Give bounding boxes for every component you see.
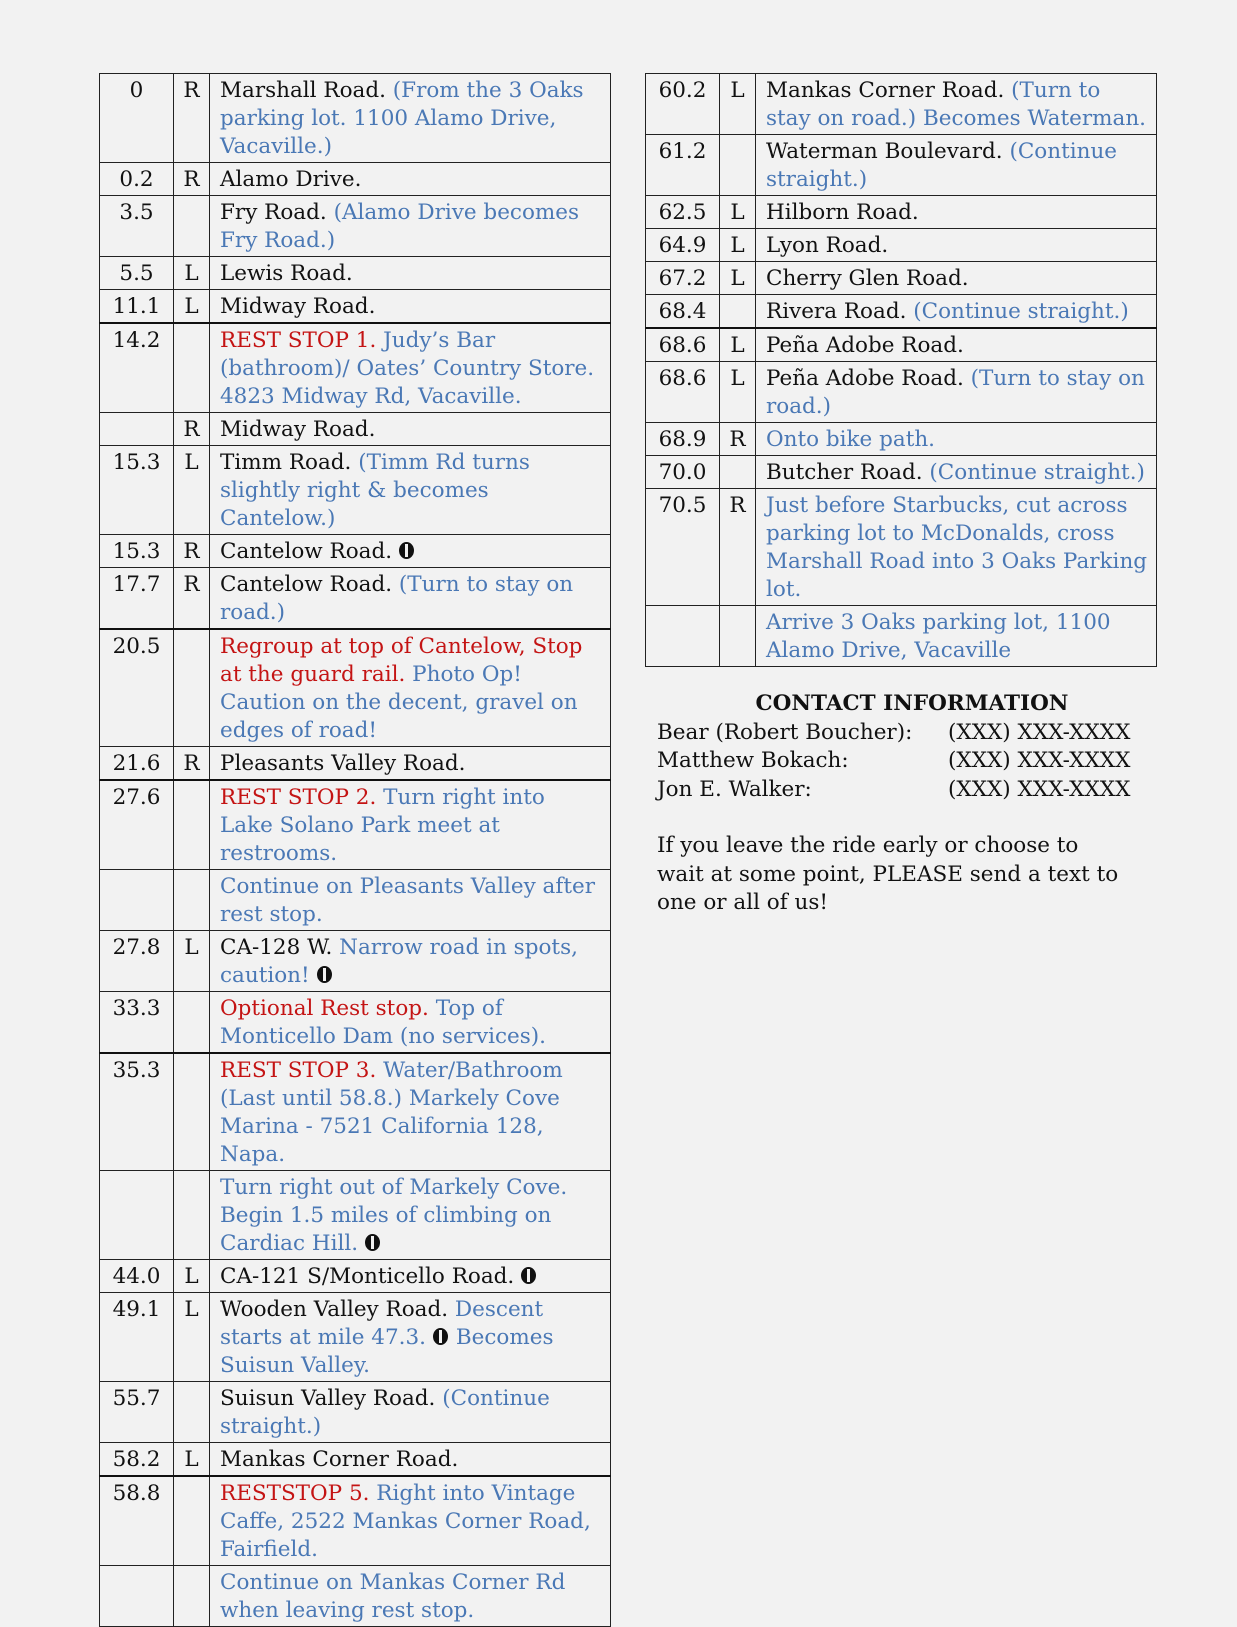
cue-row [100, 535, 611, 568]
cue-direction [174, 1171, 210, 1260]
cue-description [210, 74, 611, 163]
cue-description [210, 568, 611, 630]
cue-description [210, 1476, 611, 1566]
cue-row [100, 780, 611, 870]
cue-row [646, 196, 1157, 229]
cue-mile: 70.0 [646, 456, 720, 489]
cue-mile: 49.1 [100, 1293, 174, 1382]
cue-row [100, 1171, 611, 1260]
cue-direction [174, 1476, 210, 1566]
cue-row [100, 1293, 611, 1382]
cue-text: Cantelow Road. [220, 572, 399, 597]
cue-sheet-right [645, 73, 1157, 667]
cue-description [756, 229, 1157, 262]
cue-text: (Continue straight.) [220, 1386, 550, 1439]
cue-mile [100, 413, 174, 446]
cue-description [210, 323, 611, 413]
cue-description [210, 1293, 611, 1382]
cue-description [756, 456, 1157, 489]
cue-row [100, 413, 611, 446]
cue-text: Cantelow Road. [220, 539, 393, 564]
cue-row [100, 257, 611, 290]
cue-text: Midway Road. [220, 294, 376, 319]
cue-text: Peña Adobe Road. [766, 366, 971, 391]
cue-mile: 15.3 [100, 535, 174, 568]
cue-direction [174, 780, 210, 870]
cue-text: Water/Bathroom (Last until 58.8.) Markely Cove Marina - 7521 California 128, Napa. [220, 1058, 563, 1167]
cue-row [100, 74, 611, 163]
cue-description [210, 257, 611, 290]
cue-mile: 27.8 [100, 931, 174, 992]
cue-text: Rivera Road. [766, 299, 914, 324]
cue-description [210, 535, 611, 568]
cue-text: Hilborn Road. [766, 200, 919, 225]
cue-mile [100, 870, 174, 931]
cue-direction: R [174, 568, 210, 630]
contact-phone: (XXX) XXX-XXXX [948, 719, 1131, 745]
cue-mile: 5.5 [100, 257, 174, 290]
cue-row [646, 229, 1157, 262]
cue-direction: L [174, 1443, 210, 1477]
cue-description [210, 870, 611, 931]
contact-note: If you leave the ride early or choose to wait at some point, PLEASE send a text to one or all of us! [657, 833, 1119, 915]
cue-mile: 68.9 [646, 423, 720, 456]
cue-mile: 0 [100, 74, 174, 163]
cue-row [646, 423, 1157, 456]
cue-text: (Continue straight.) [766, 139, 1118, 192]
cue-description [756, 423, 1157, 456]
cue-text: Photo Op! Caution on the decent, gravel on edges of road! [220, 662, 578, 743]
cue-direction: R [720, 423, 756, 456]
cue-mile: 20.5 [100, 629, 174, 747]
cue-direction: R [174, 74, 210, 163]
cue-direction [720, 135, 756, 196]
cue-text: Just before Starbucks, cut across parking lot to McDonalds, cross Marshall Road into 3 Oaks Parking lot. [766, 493, 1148, 602]
cue-text: Marshall Road. [220, 78, 393, 103]
cue-mile: 35.3 [100, 1053, 174, 1171]
cue-text: (Turn to stay on road.) [220, 572, 574, 625]
cue-mile: 0.2 [100, 163, 174, 196]
cue-row [100, 196, 611, 257]
contact-row [657, 776, 1137, 805]
cue-direction: R [174, 535, 210, 568]
cue-description [210, 1171, 611, 1260]
cue-direction: L [174, 1293, 210, 1382]
cue-row [646, 295, 1157, 329]
cue-text: Continue on Mankas Corner Rd when leaving rest stop. [220, 1570, 566, 1623]
caution-icon [316, 965, 333, 984]
cue-sheet-left [99, 73, 611, 1627]
cue-row [646, 489, 1157, 606]
cue-direction [174, 1566, 210, 1627]
cue-text: Lyon Road. [766, 233, 889, 258]
cue-text: Peña Adobe Road. [766, 333, 964, 358]
cue-mile [100, 1566, 174, 1627]
contact-name: Matthew Bokach: [657, 748, 849, 773]
cue-text: CA-121 S/Monticello Road. [220, 1264, 515, 1289]
cue-direction: R [174, 163, 210, 196]
cue-description [756, 74, 1157, 135]
cue-direction: L [174, 446, 210, 535]
cue-text: Alamo Drive. [220, 167, 362, 192]
cue-row [100, 1053, 611, 1171]
cue-text: (Turn to stay on road.) [766, 366, 1145, 419]
cue-direction: R [174, 413, 210, 446]
cue-text: Continue on Pleasants Valley after rest stop. [220, 874, 595, 927]
cue-description [210, 446, 611, 535]
cue-text: Becomes Suisun Valley. [220, 1325, 554, 1378]
cue-description [756, 606, 1157, 667]
cue-mile: 3.5 [100, 196, 174, 257]
cue-direction [174, 992, 210, 1054]
cue-row [100, 1260, 611, 1293]
cue-text: (Continue straight.) [929, 460, 1145, 485]
cue-description [210, 780, 611, 870]
cue-description [210, 196, 611, 257]
cue-direction [720, 295, 756, 329]
cue-direction: R [174, 747, 210, 781]
cue-text: Judy’s Bar (bathroom)/ Oates’ Country Store. 4823 Midway Rd, Vacaville. [220, 328, 595, 409]
cue-row [646, 456, 1157, 489]
cue-row [100, 568, 611, 630]
cue-text: Lewis Road. [220, 261, 353, 286]
cue-mile: 44.0 [100, 1260, 174, 1293]
cue-text: Cherry Glen Road. [766, 266, 969, 291]
cue-direction [174, 1053, 210, 1171]
cue-row [100, 629, 611, 747]
cue-row [646, 328, 1157, 362]
cue-mile: 68.6 [646, 362, 720, 423]
cue-row [100, 1566, 611, 1627]
cue-mile: 68.4 [646, 295, 720, 329]
cue-description [756, 328, 1157, 362]
cue-mile: 17.7 [100, 568, 174, 630]
cue-text: Suisun Valley Road. [220, 1386, 443, 1411]
cue-text: Narrow road in spots, caution! [220, 935, 578, 988]
contact-section [657, 690, 1137, 918]
cue-text: CA-128 W. [220, 935, 340, 960]
cue-description [210, 163, 611, 196]
cue-description [756, 196, 1157, 229]
cue-text: (From the 3 Oaks parking lot. 1100 Alamo Drive, Vacaville.) [220, 78, 584, 159]
cue-row [646, 262, 1157, 295]
cue-description [210, 747, 611, 781]
cue-direction: L [174, 931, 210, 992]
cue-text: (Continue straight.) [913, 299, 1129, 324]
cue-text: Turn right out of Markely Cove. Begin 1.5 miles of climbing on Cardiac Hill. [220, 1175, 568, 1256]
cue-direction: R [720, 489, 756, 606]
cue-text: (Timm Rd turns slightly right & becomes Cantelow.) [220, 450, 530, 531]
caution-icon [432, 1327, 449, 1346]
cue-description [210, 1260, 611, 1293]
cue-mile: 15.3 [100, 446, 174, 535]
cue-direction [720, 606, 756, 667]
cue-description [210, 1443, 611, 1477]
cue-direction [174, 629, 210, 747]
cue-text: Mankas Corner Road. [220, 1447, 459, 1472]
cue-description [210, 992, 611, 1054]
cue-text: Arrive 3 Oaks parking lot, 1100 Alamo Drive, Vacaville [766, 610, 1111, 663]
cue-description [210, 1053, 611, 1171]
contact-name: Jon E. Walker: [657, 776, 812, 802]
cue-mile: 11.1 [100, 290, 174, 324]
cue-description [210, 629, 611, 747]
cue-row [100, 747, 611, 781]
cue-mile: 68.6 [646, 328, 720, 362]
cue-text: Fry Road. [220, 200, 334, 225]
cue-description [756, 489, 1157, 606]
cue-description [210, 1382, 611, 1443]
cue-row [646, 74, 1157, 135]
cue-text: REST STOP 3. [220, 1058, 384, 1083]
cue-mile: 33.3 [100, 992, 174, 1054]
cue-row [646, 362, 1157, 423]
cue-text: Turn right into Lake Solano Park meet at restrooms. [220, 785, 545, 866]
cue-mile: 14.2 [100, 323, 174, 413]
cue-row [100, 323, 611, 413]
cue-row [100, 1476, 611, 1566]
cue-mile: 60.2 [646, 74, 720, 135]
cue-row [100, 446, 611, 535]
cue-mile: 27.6 [100, 780, 174, 870]
contact-title: CONTACT INFORMATION [755, 691, 1069, 716]
cue-description [756, 362, 1157, 423]
caution-icon [398, 541, 415, 560]
cue-description [210, 413, 611, 446]
cue-mile: 64.9 [646, 229, 720, 262]
cue-mile: 58.2 [100, 1443, 174, 1477]
cue-row [100, 992, 611, 1054]
cue-description [210, 290, 611, 324]
cue-text: Optional Rest stop. [220, 996, 436, 1021]
cue-text: Waterman Boulevard. [766, 139, 1010, 164]
cue-text: (Alamo Drive becomes Fry Road.) [220, 200, 580, 253]
cue-direction: L [720, 74, 756, 135]
cue-text: Pleasants Valley Road. [220, 751, 466, 776]
cue-text: Midway Road. [220, 417, 376, 442]
cue-mile: 70.5 [646, 489, 720, 606]
cue-mile: 55.7 [100, 1382, 174, 1443]
cue-direction [174, 323, 210, 413]
cue-direction: L [720, 328, 756, 362]
cue-body-right [646, 74, 1157, 667]
cue-text: Mankas Corner Road. [766, 78, 1012, 103]
cue-text: Butcher Road. [766, 460, 930, 485]
contact-name: Bear (Robert Boucher): [657, 719, 913, 745]
cue-row [646, 135, 1157, 196]
cue-description [756, 262, 1157, 295]
cue-direction: L [720, 196, 756, 229]
contact-row [657, 747, 1137, 776]
cue-text: (Turn to stay on road.) Becomes Waterman. [766, 78, 1147, 131]
cue-direction: L [174, 257, 210, 290]
cue-description [756, 295, 1157, 329]
contact-row [657, 719, 1137, 748]
cue-row [100, 163, 611, 196]
cue-direction: L [720, 262, 756, 295]
cue-mile: 62.5 [646, 196, 720, 229]
cue-direction [174, 196, 210, 257]
cue-mile: 61.2 [646, 135, 720, 196]
cue-body-left [100, 74, 611, 1627]
cue-direction [720, 456, 756, 489]
cue-direction [174, 1382, 210, 1443]
cue-direction: L [720, 229, 756, 262]
cue-text: Descent starts at mile 47.3. [220, 1297, 544, 1350]
cue-text: Timm Road. [220, 450, 359, 475]
caution-icon [364, 1233, 381, 1252]
cue-mile [100, 1171, 174, 1260]
cue-direction: L [174, 1260, 210, 1293]
cue-text: RESTSTOP 5. [220, 1481, 377, 1506]
cue-description [210, 1566, 611, 1627]
cue-text: Onto bike path. [766, 427, 936, 452]
cue-text: Regroup at top of Cantelow, Stop at the guard rail. [220, 634, 583, 687]
cue-text: Right into Vintage Caffe, 2522 Mankas Corner Road, Fairfield. [220, 1481, 591, 1562]
cue-mile: 67.2 [646, 262, 720, 295]
cue-text: REST STOP 2. [220, 785, 384, 810]
cue-direction: L [720, 362, 756, 423]
cue-row [100, 1443, 611, 1477]
cue-direction [174, 870, 210, 931]
cue-row [100, 931, 611, 992]
contact-phone: (XXX) XXX-XXXX [948, 748, 1131, 773]
cue-description [210, 931, 611, 992]
cue-mile: 21.6 [100, 747, 174, 781]
contact-phone: (XXX) XXX-XXXX [948, 776, 1131, 802]
cue-row [100, 870, 611, 931]
cue-row [100, 1382, 611, 1443]
caution-icon [520, 1266, 537, 1285]
cue-text: REST STOP 1. [220, 328, 384, 353]
cue-description [756, 135, 1157, 196]
cue-row [646, 606, 1157, 667]
cue-direction: L [174, 290, 210, 324]
cue-mile [646, 606, 720, 667]
cue-row [100, 290, 611, 324]
cue-mile: 58.8 [100, 1476, 174, 1566]
cue-text: Wooden Valley Road. [220, 1297, 455, 1322]
cue-text: Top of Monticello Dam (no services). [220, 996, 546, 1049]
